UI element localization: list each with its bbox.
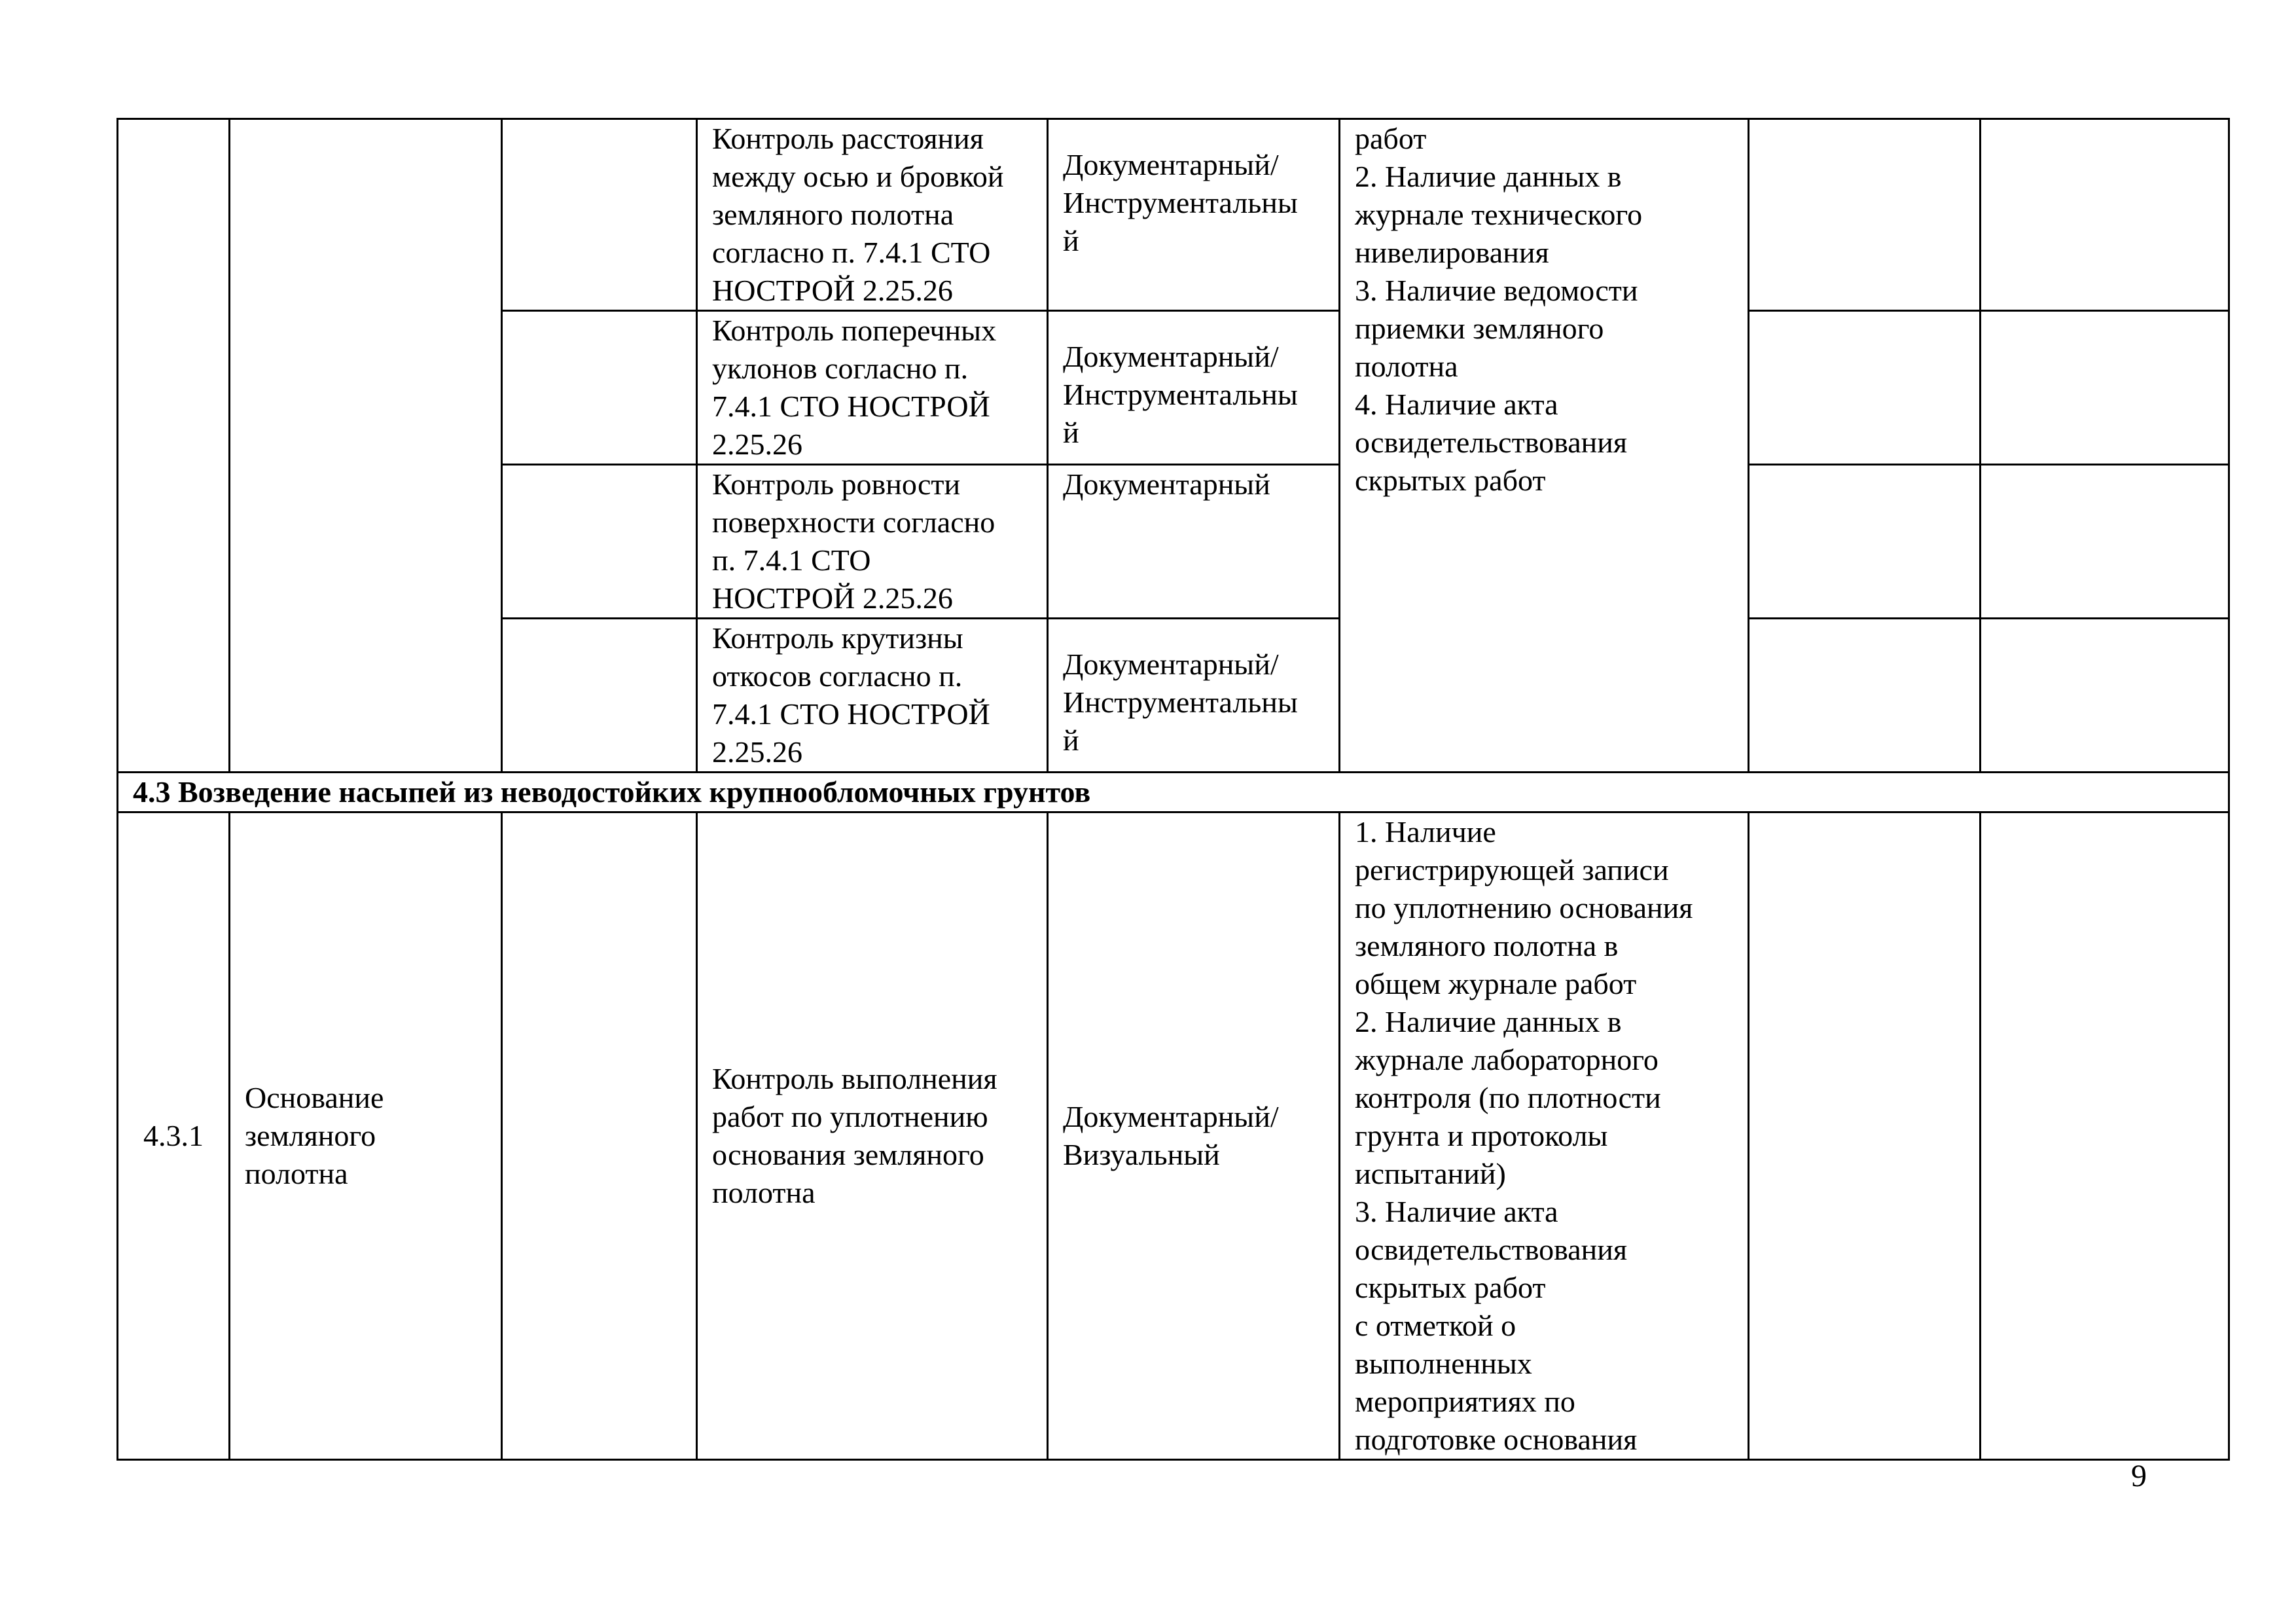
method-text: Документарный/ Инструментальны й [1063,340,1298,449]
empty-cell [502,119,697,311]
page-number: 9 [2131,1459,2147,1493]
method-text: Документарный/ Инструментальны й [1063,148,1298,257]
empty-cell [1981,465,2229,619]
section-title: 4.3 Возведение насыпей из неводостойких крупнообломочных грунтов [118,773,2229,812]
check-cell: Контроль расстояния между осью и бровкой земляного полотна согласно п. 7.4.1 СТО НОСТРОЙ 2.25.26 [697,119,1048,311]
empty-cell [1981,619,2229,773]
empty-cell [1749,465,1981,619]
section-row [118,773,2229,812]
check-cell: Контроль ровности поверхности согласно п. 7.4.1 СТО НОСТРОЙ 2.25.26 [697,465,1048,619]
method-cell [1048,119,1340,311]
empty-cell [1749,619,1981,773]
check-cell: Контроль крутизны откосов согласно п. 7.4.1 СТО НОСТРОЙ 2.25.26 [697,619,1048,773]
empty-cell [1981,119,2229,311]
empty-cell [502,619,697,773]
check-cell: Контроль выполнения работ по уплотнению основания земляного полотна [697,812,1048,1460]
empty-cell [1749,812,1981,1460]
documents-cell: 1. Наличие регистрирующей записи по уплотнению основания земляного полотна в общем журнале работ 2. Наличие данных в журнале лабораторного контроля (по плотности грунта и протоколы испытаний) 3. Наличие акта освидетельствования скрытых работ с отметкой о выполненных мероприятиях по подготовке основания [1340,812,1749,1460]
method-text: Документарный/ Инструментальны й [1063,647,1298,757]
empty-cell [1981,812,2229,1460]
method-cell: Документарный [1048,465,1340,619]
number-cell-empty [118,119,230,773]
table-row [118,812,2229,1460]
element-cell: Основание земляного полотна [230,812,502,1460]
empty-cell [1749,311,1981,465]
method-cell: Документарный/ Визуальный [1048,812,1340,1460]
element-cell-empty [230,119,502,773]
control-table [117,118,2230,1461]
empty-cell [1749,119,1981,311]
empty-cell [502,465,697,619]
documents-cell: работ 2. Наличие данных в журнале технического нивелирования 3. Наличие ведомости приемки земляного полотна 4. Наличие акта освидетельствования скрытых работ [1340,119,1749,773]
row-number: 4.3.1 [118,812,230,1460]
table-row [118,119,2229,311]
empty-cell [1981,311,2229,465]
empty-cell [502,812,697,1460]
check-cell: Контроль поперечных уклонов согласно п. 7.4.1 СТО НОСТРОЙ 2.25.26 [697,311,1048,465]
empty-cell [502,311,697,465]
method-cell [1048,619,1340,773]
method-cell [1048,311,1340,465]
